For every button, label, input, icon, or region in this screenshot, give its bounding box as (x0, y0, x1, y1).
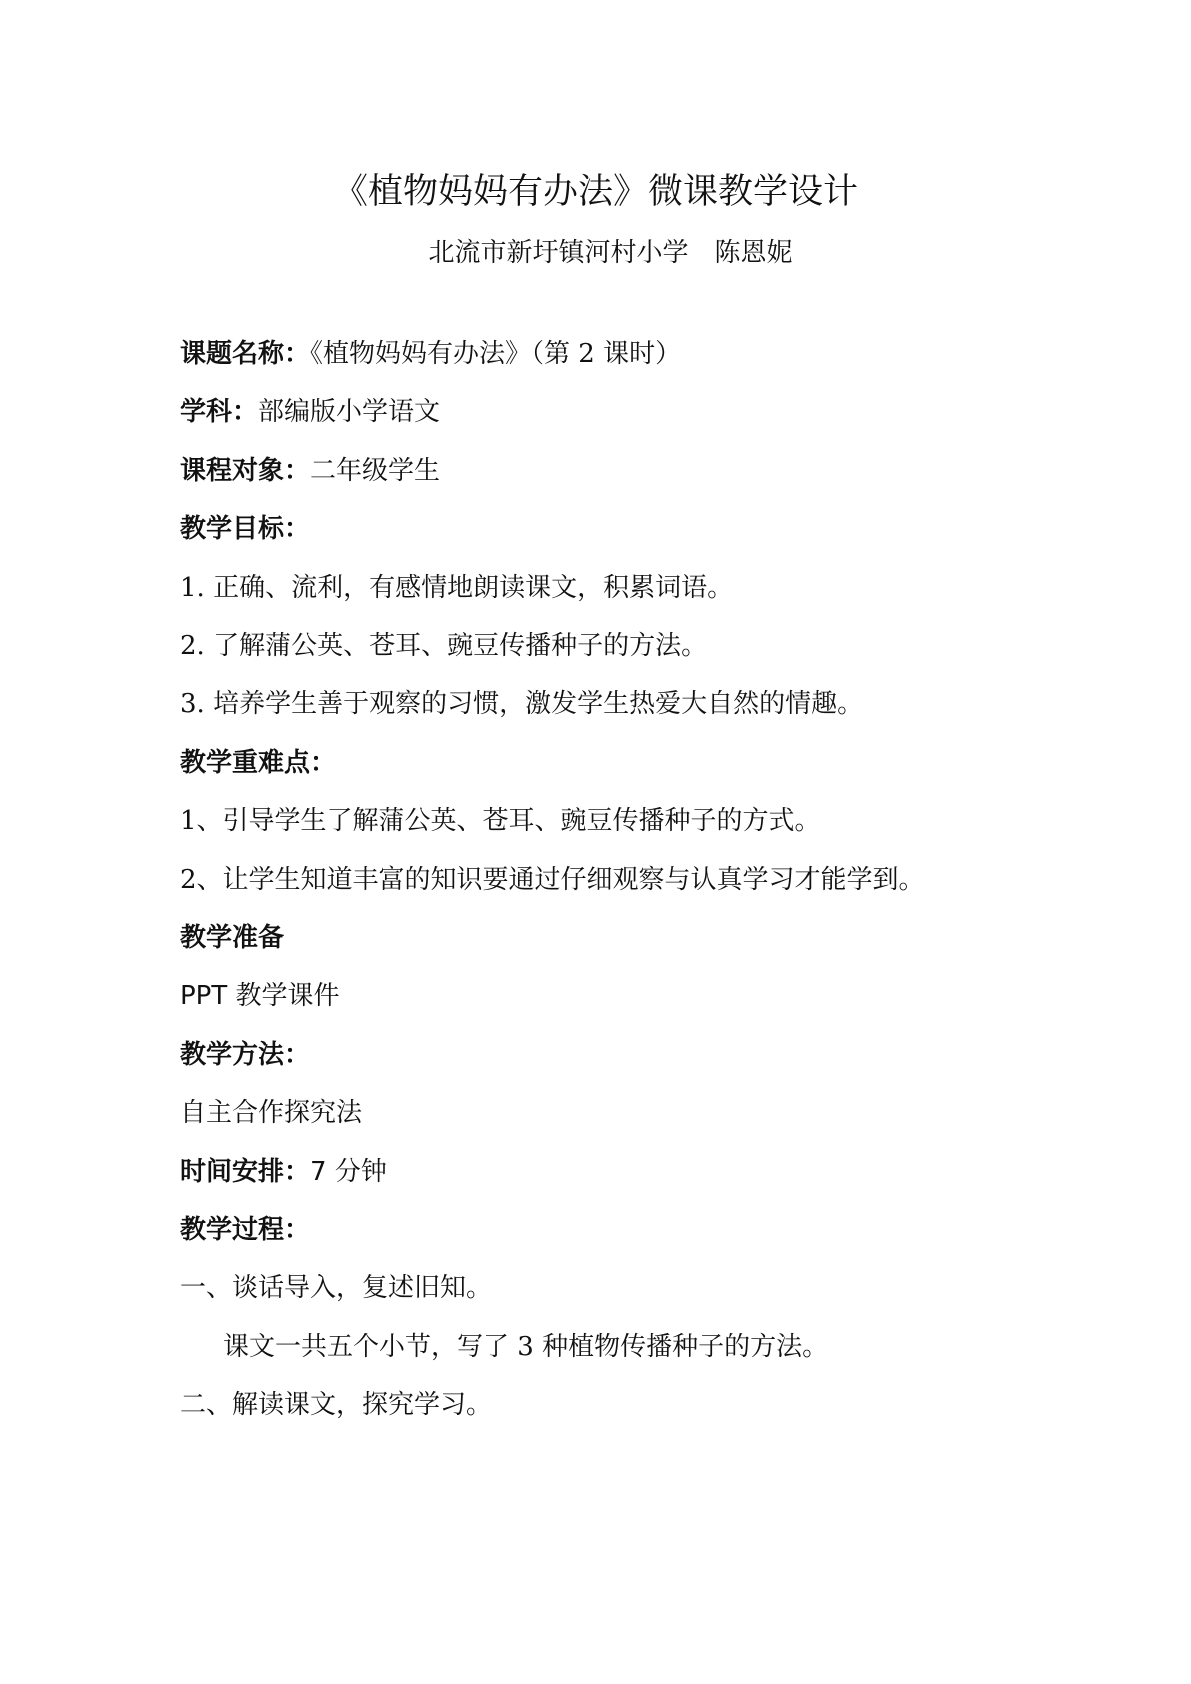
audience-label: 课程对象： (180, 456, 311, 486)
audience-value: 二年级学生 (310, 456, 441, 486)
process-step: 一、谈话导入，复述旧知。 (180, 1273, 493, 1303)
course-name-label: 课题名称： (180, 339, 311, 369)
key-point-item: 2、让学生知道丰富的知识要通过仔细观察与认真学习才能学到。 (180, 865, 925, 895)
document-author: 北流市新圩镇河村小学 陈恩妮 (428, 238, 793, 268)
audience-row (180, 454, 440, 488)
goal-item: 3. 培养学生善于观察的习惯，激发学生热爱大自然的情趣。 (180, 689, 864, 719)
method-heading: 教学方法： (180, 1040, 311, 1070)
goal-item: 2. 了解蒲公英、苍耳、豌豆传播种子的方法。 (180, 631, 708, 661)
course-name-value: 《植物妈妈有办法》（第 2 课时） (310, 339, 682, 369)
goals-heading: 教学目标： (180, 514, 311, 544)
document-title: 《植物妈妈有办法》微课教学设计 (332, 172, 858, 212)
subject-value: 部编版小学语文 (258, 397, 441, 427)
preparation-heading: 教学准备 (180, 923, 285, 953)
subject-row (180, 395, 440, 429)
time-row (180, 1155, 387, 1189)
key-point-item: 1、引导学生了解蒲公英、苍耳、豌豆传播种子的方式。 (180, 806, 821, 836)
key-points-heading: 教学重难点： (180, 748, 337, 778)
time-number: 7 (310, 1157, 327, 1187)
time-label: 时间安排： (180, 1157, 311, 1187)
method-value: 自主合作探究法 (180, 1098, 363, 1128)
preparation-value: 教学课件 (227, 981, 340, 1011)
time-value: 分钟 (326, 1157, 387, 1187)
preparation-row (180, 979, 340, 1013)
preparation-prefix: PPT (180, 981, 228, 1011)
goal-item: 1. 正确、流利，有感情地朗读课文，积累词语。 (180, 573, 734, 603)
process-step: 二、解读课文，探究学习。 (180, 1390, 493, 1420)
subject-label: 学科： (180, 397, 259, 427)
process-step-text: 课文一共五个小节，写了 3 种植物传播种子的方法。 (223, 1332, 829, 1362)
course-name-row (180, 337, 681, 371)
process-heading: 教学过程： (180, 1215, 311, 1245)
